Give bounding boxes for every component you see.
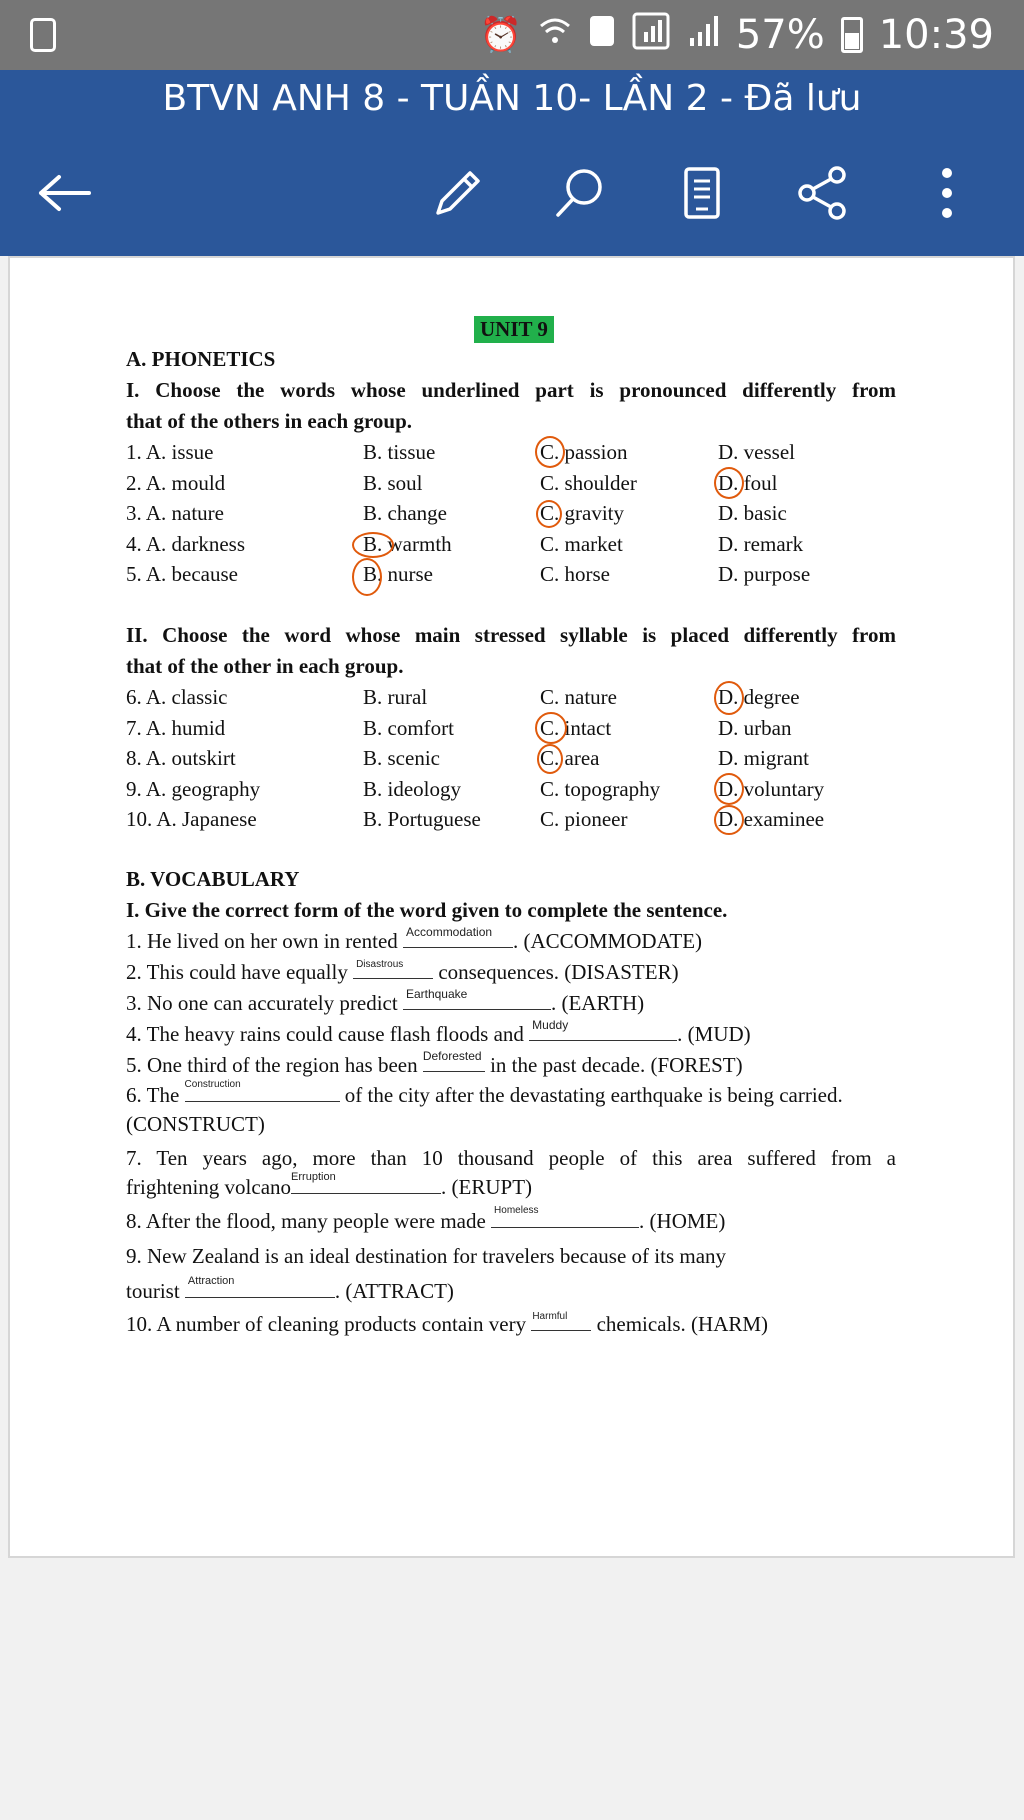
sentence-1: 1. He lived on her own in rented Accommodation . (ACCOMMODATE) bbox=[126, 925, 703, 953]
edit-button[interactable] bbox=[423, 158, 493, 228]
answer-option[interactable]: B. scenic bbox=[363, 746, 440, 771]
search-button[interactable] bbox=[545, 158, 615, 228]
section-vocabulary: B. VOCABULARY bbox=[126, 867, 300, 891]
sentence-9b: tourist Attraction . (ATTRACT) bbox=[126, 1275, 454, 1303]
phonetics-instruction-1: I. Choose the words whose underlined part is pronounced differently from bbox=[126, 378, 896, 402]
answer-circle bbox=[714, 681, 744, 715]
answer-option[interactable]: C. topography bbox=[540, 776, 661, 801]
answer-option[interactable]: B. ideology bbox=[363, 776, 461, 801]
sentence-6-word: (CONSTRUCT) bbox=[126, 1112, 265, 1136]
sentence-2: 2. This could have equally Disastrous consequences. (DISASTER) bbox=[126, 959, 679, 984]
answer-option[interactable]: 4. A. darkness bbox=[126, 531, 245, 556]
battery-percent: 57% bbox=[735, 12, 825, 58]
answer-option[interactable]: B. tissue bbox=[363, 440, 436, 464]
signal-box-icon bbox=[632, 12, 670, 59]
answer-option[interactable]: D. foul bbox=[718, 470, 778, 495]
wifi-icon bbox=[538, 14, 572, 57]
share-button[interactable] bbox=[788, 158, 858, 228]
answer-option[interactable]: C. pioneer bbox=[540, 807, 628, 832]
answer-field[interactable]: Deforested bbox=[423, 1055, 485, 1072]
share-icon bbox=[795, 165, 851, 221]
app-bar bbox=[0, 70, 1024, 256]
answer-option[interactable]: D. remark bbox=[718, 531, 804, 556]
pencil-icon bbox=[430, 165, 486, 221]
answer-field[interactable]: Muddy bbox=[529, 1024, 677, 1041]
sentence-4: 4. The heavy rains could cause flash floods and Muddy . (MUD) bbox=[126, 1018, 751, 1046]
answer-option[interactable]: B. nurse bbox=[363, 562, 433, 587]
answer-option[interactable]: 10. A. Japanese bbox=[126, 807, 257, 832]
answer-option[interactable]: C. intact bbox=[540, 715, 612, 740]
answer-option[interactable]: D. urban bbox=[718, 715, 792, 740]
answer-option[interactable]: C. passion bbox=[540, 440, 628, 464]
sentence-7b: frightening volcano Erruption . (ERUPT) bbox=[126, 1171, 533, 1199]
answer-option[interactable]: 8. A. outskirt bbox=[126, 746, 236, 771]
answer-option[interactable]: 5. A. because bbox=[126, 562, 238, 587]
answer-field[interactable]: Attraction bbox=[185, 1281, 335, 1298]
answer-option[interactable]: B. rural bbox=[363, 685, 428, 709]
answer-option[interactable]: B. comfort bbox=[363, 715, 454, 740]
answer-option[interactable]: C. area bbox=[540, 746, 600, 771]
status-icons bbox=[479, 10, 994, 60]
answer-option[interactable]: C. horse bbox=[540, 562, 610, 587]
answer-option[interactable]: C. gravity bbox=[540, 501, 624, 526]
signal-icon bbox=[686, 14, 720, 57]
vocabulary-instruction: I. Give the correct form of the word given to complete the sentence. bbox=[126, 898, 728, 922]
answer-circle bbox=[352, 558, 382, 596]
sentence-3: 3. No one can accurately predict Earthquake . (EARTH) bbox=[126, 987, 645, 1015]
sentence-8: 8. After the flood, many people were made Homeless . (HOME) bbox=[126, 1205, 726, 1233]
answer-option[interactable]: B. change bbox=[363, 501, 447, 526]
answer-option[interactable]: D. migrant bbox=[718, 746, 809, 771]
stress-instruction-1: II. Choose the word whose main stressed syllable is placed differently from bbox=[126, 623, 896, 647]
answer-option[interactable]: B. soul bbox=[363, 470, 423, 495]
answer-option[interactable]: 3. A. nature bbox=[126, 501, 224, 526]
clock: 10:39 bbox=[878, 12, 994, 58]
battery-icon bbox=[841, 17, 863, 53]
answer-option[interactable]: D. examinee bbox=[718, 807, 825, 832]
section-phonetics: A. PHONETICS bbox=[126, 347, 276, 371]
answer-option[interactable]: 7. A. humid bbox=[126, 715, 226, 740]
answer-option[interactable]: D. vessel bbox=[718, 440, 795, 464]
answer-option[interactable]: D. basic bbox=[718, 501, 787, 526]
stress-instruction-1b: that of the other in each group. bbox=[126, 654, 404, 678]
answer-option[interactable]: C. nature bbox=[540, 685, 617, 709]
answer-field[interactable]: Disastrous bbox=[353, 962, 433, 979]
alarm-icon: ⏰ bbox=[479, 15, 522, 55]
answer-circle bbox=[536, 500, 562, 528]
sentence-9: 9. New Zealand is an ideal destination for travelers because of its many bbox=[126, 1244, 727, 1268]
back-button[interactable] bbox=[30, 158, 100, 228]
answer-field[interactable]: Erruption bbox=[291, 1177, 441, 1194]
answer-option[interactable]: D. degree bbox=[718, 685, 800, 709]
answer-circle bbox=[537, 744, 563, 774]
answer-option[interactable]: 9. A. geography bbox=[126, 776, 261, 801]
answer-field[interactable]: Earthquake bbox=[403, 993, 551, 1010]
answer-circle bbox=[714, 805, 744, 835]
sentence-5: 5. One third of the region has been Deforested in the past decade. (FOREST) bbox=[126, 1049, 743, 1077]
back-arrow-icon bbox=[37, 173, 93, 213]
answer-option[interactable]: C. shoulder bbox=[540, 470, 637, 495]
answer-circle bbox=[535, 712, 567, 744]
answer-field[interactable]: Accommodation bbox=[403, 931, 513, 948]
more-vert-icon bbox=[937, 165, 957, 221]
answer-field[interactable]: Homeless bbox=[491, 1211, 639, 1228]
answer-field[interactable]: Harmful bbox=[531, 1314, 591, 1331]
answer-field[interactable]: Construction bbox=[185, 1085, 340, 1102]
answer-circle bbox=[714, 467, 744, 499]
mobile-view-button[interactable] bbox=[667, 158, 737, 228]
answer-option[interactable]: 2. A. mould bbox=[126, 470, 226, 495]
answer-option[interactable]: 6. A. classic bbox=[126, 685, 228, 709]
search-icon bbox=[552, 165, 608, 221]
document-title: BTVN ANH 8 - TUẦN 10- LẦN 2 - Đã lưu bbox=[162, 78, 862, 119]
status-bar bbox=[0, 0, 1024, 70]
unit-heading: UNIT 9 bbox=[474, 316, 554, 343]
answer-option[interactable]: C. market bbox=[540, 531, 623, 556]
phonetics-instruction-1b: that of the others in each group. bbox=[126, 409, 413, 433]
answer-circle bbox=[535, 436, 565, 468]
notification-icon bbox=[30, 18, 56, 52]
mobile-view-icon bbox=[682, 165, 722, 221]
call-icon bbox=[588, 14, 616, 57]
answer-circle bbox=[714, 773, 744, 805]
answer-option[interactable]: D. purpose bbox=[718, 562, 811, 587]
sentence-7: 7. Ten years ago, more than 10 thousand people of this area suffered from a bbox=[126, 1146, 896, 1170]
sentence-10: 10. A number of cleaning products contain very Harmful chemicals. (HARM) bbox=[126, 1311, 769, 1336]
answer-circle bbox=[352, 532, 394, 558]
more-options-button[interactable] bbox=[912, 158, 982, 228]
answer-option[interactable]: B. Portuguese bbox=[363, 807, 481, 832]
answer-option[interactable]: D. voluntary bbox=[718, 776, 825, 801]
answer-option[interactable]: 1. A. issue bbox=[126, 440, 214, 464]
answer-option[interactable]: B. warmth bbox=[363, 531, 452, 556]
sentence-6: 6. The Construction of the city after the devastating earthquake is being carried. bbox=[126, 1079, 843, 1107]
